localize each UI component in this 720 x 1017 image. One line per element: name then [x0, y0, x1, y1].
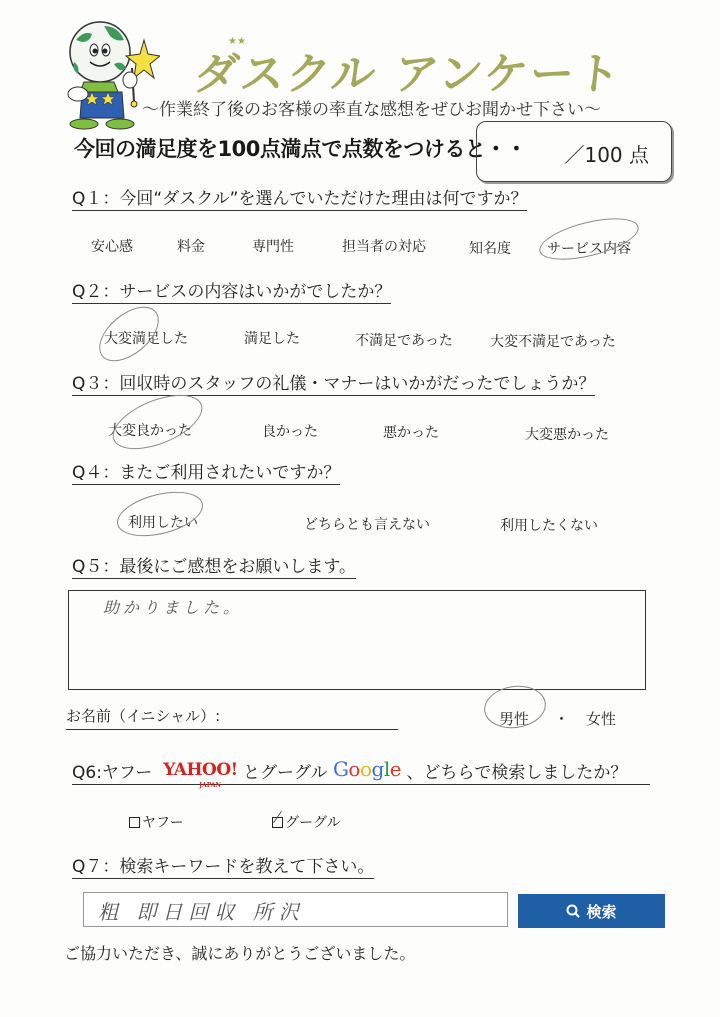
q2-option[interactable]: 大変不満足であった [490, 334, 616, 350]
q3-option-selected[interactable]: 大変良かった [108, 423, 192, 439]
q6-option-yahoo[interactable]: ヤフー [129, 812, 184, 832]
page-title: ダスクル アンケート [191, 49, 625, 100]
q3-option[interactable]: 良かった [262, 424, 318, 440]
thanks-message: ご協力いただき、誠にありがとうございました。 [64, 944, 416, 963]
title-sparkle-icon: ★★ [228, 36, 246, 47]
q1-option[interactable]: 料金 [177, 239, 205, 255]
google-logo: Google [332, 757, 402, 781]
q1-heading: Q１：今回“ダスクル”を選んでいただけた理由は何ですか？ [72, 189, 528, 209]
q6-heading [72, 757, 650, 789]
q4-option[interactable]: どちらとも言えない [304, 517, 430, 533]
q1-option[interactable]: 知名度 [469, 241, 511, 257]
q1-option[interactable]: 担当者の対応 [342, 239, 426, 255]
q6-label-suffix: 、どちらで検索しましたか？ [406, 763, 628, 783]
q2-option[interactable]: 満足した [244, 331, 300, 347]
comment-text: 助かりました。 [103, 598, 244, 617]
search-keyword-text: 粗 即日回収 所沢 [98, 900, 305, 924]
q1-option-selected[interactable]: サービス内容 [547, 241, 631, 257]
gender-option[interactable]: 女性 [586, 710, 617, 728]
name-label: お名前（イニシャル）: [66, 707, 221, 725]
checked-checkbox-icon[interactable] [272, 817, 283, 828]
q2-heading: Q２：サービスの内容はいかがでしたか？ [72, 282, 392, 302]
subtitle: 〜作業終了後のお客様の率直な感想をぜひお聞かせ下さい〜 [142, 100, 601, 120]
comment-field[interactable] [68, 590, 646, 690]
q6-option-google[interactable]: グーグル [272, 812, 341, 832]
score-field[interactable] [476, 121, 672, 182]
q2-option[interactable]: 不満足であった [355, 333, 453, 349]
q3-option[interactable]: 大変悪かった [525, 427, 609, 443]
q1-option[interactable]: 安心感 [91, 239, 133, 255]
q1-option[interactable]: 専門性 [252, 239, 294, 255]
gender-option-selected[interactable]: 男性 [499, 710, 530, 728]
gender-separator: ・ [554, 710, 570, 728]
q3-heading: Q３：回収時のスタッフの礼儀・マナーはいかがだったでしょうか？ [72, 374, 596, 394]
search-button-label: 検索 [586, 902, 617, 921]
yahoo-logo: YAHOO! JAPAN [163, 760, 238, 789]
q4-option-selected[interactable]: 利用したい [128, 515, 198, 531]
q3-option[interactable]: 悪かった [383, 425, 439, 441]
name-field[interactable] [66, 729, 398, 730]
search-keyword-input[interactable] [83, 892, 508, 927]
q6-label-middle: とグーグル [243, 763, 328, 783]
q4-option[interactable]: 利用したくない [500, 518, 598, 534]
q7-heading: Q７：検索キーワードを教えて下さい。 [72, 857, 375, 877]
q6-label-prefix: Q6:ヤフー [72, 763, 153, 783]
checkbox-icon[interactable] [129, 817, 140, 828]
q2-option-selected[interactable]: 大変満足した [104, 331, 188, 347]
q5-heading: Q５：最後にご感想をお願いします。 [72, 557, 357, 577]
q4-heading: Q４：またご利用されたいですか？ [72, 463, 341, 483]
search-button[interactable] [518, 894, 665, 928]
score-suffix: ／100 点 [564, 143, 649, 167]
score-question: 今回の満足度を100点満点で点数をつけると・・ [74, 137, 527, 161]
search-icon [566, 904, 580, 918]
